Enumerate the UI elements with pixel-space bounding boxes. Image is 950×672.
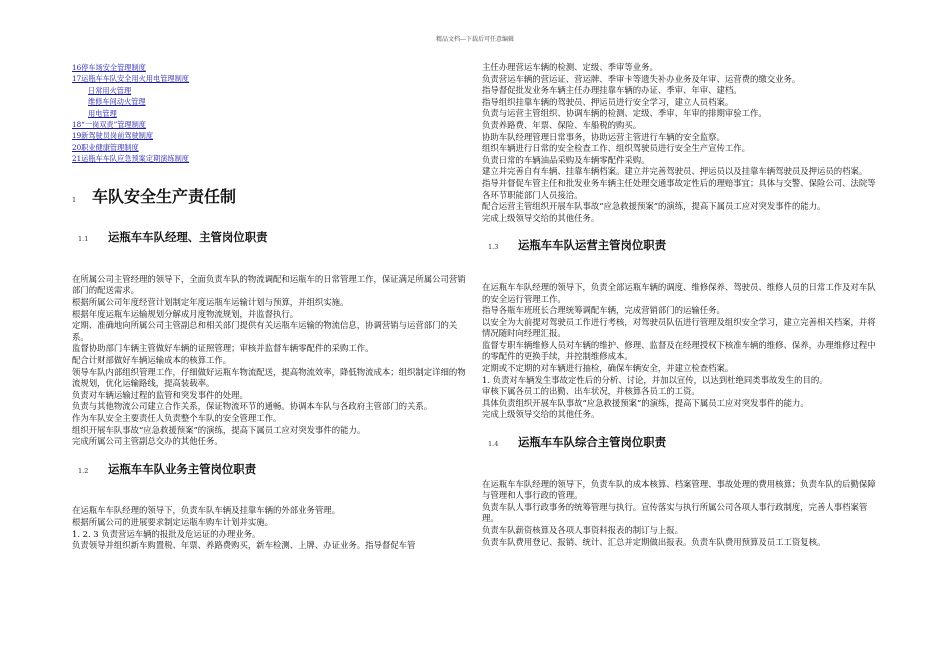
body-paragraph: 监督协助部门车辆主管做好车辆的证照管理；审核并监督车辆零配件的采购工作。	[72, 343, 374, 354]
section-title: 运瓶车车队综合主管岗位职责	[518, 435, 667, 450]
body-paragraph: 根据所属公司的进展要求制定运瓶车购车计划并实施。	[72, 516, 273, 527]
body-paragraph: 负责营运车辆的营运证、营运牌、季审卡等遗失补办业务及年审、运营费的缴交业务。	[482, 73, 801, 84]
body-paragraph: 指导督促批发业务车辆主任办理挂靠车辆的办证、季审、年审、建档。	[482, 85, 742, 96]
body-paragraph: 1. 负责对车辆发生事故定性后的分析、讨论，并加以宣传，以达到杜绝同类事故发生的目的。	[482, 374, 828, 385]
right-column	[482, 62, 877, 548]
body-paragraph: 主任办理营运车辆的检测、定级、季审等业务。	[482, 62, 658, 72]
body-paragraph: 监督专职车辆维修人员对车辆的维护、修理、监督及在经理授权下核准车辆的维修、保养，办理维修过程中的零配件的更换手续，并控制维修成本。	[482, 339, 876, 362]
table-of-contents	[72, 62, 467, 165]
body-paragraph: 负责车队费用登记、报销、统计、汇总并定期做出报表。负责车队费用预算及员工工资复核。	[482, 536, 826, 547]
body-paragraph: 指导并督促车管主任和批发业务车辆主任处理交通事故定性后的理赔事宜；具体与交警、保险公司、法院等各环节职能部门人员接洽。	[482, 177, 876, 200]
section-heading-1-3	[482, 240, 877, 254]
body-paragraph: 负责与其他物流公司建立合作关系，保证物流环节的通畅。协调本车队与各政府主管部门的关系。	[72, 401, 433, 412]
body-paragraph: 完成所属公司主管副总交办的其他任务。	[72, 436, 223, 447]
body-paragraph: 在所属公司主管经理的领导下，全面负责车队的物流调配和运瓶车的日常管理工作，保证满足所属公司营销部门的配送需求。	[72, 273, 466, 296]
section-number: 1.3	[488, 243, 499, 252]
body-paragraph: 指导各瓶车班班长合理统筹调配车辆，完成营销部门的运输任务。	[482, 305, 725, 316]
body-paragraph: 完成上级领导交给的其他任务。	[482, 212, 600, 223]
toc-link[interactable]: 20职业健康管理制度	[72, 142, 139, 152]
section-heading-1-2	[72, 461, 467, 478]
section-title: 运瓶车车队运营主管岗位职责	[518, 238, 667, 253]
body-paragraph: 在运瓶车车队经理的领导下，负责全部运瓶车辆的调度、维修保养、驾驶员、维修人员的日常工作及对车队的安全运行管理工作。	[482, 281, 876, 304]
body-paragraph: 协助车队经理管理日常事务，协助运营主管进行车辆的安全监察。	[482, 131, 725, 142]
body-paragraph: 负责养路费、年票、保险、车船税的购买。	[482, 119, 642, 130]
body-paragraph: 负责与运营主管组织、协调车辆的检测、定级、季审、年审的排期审验工作。	[482, 108, 767, 119]
chapter-number: 1	[72, 195, 77, 204]
body-paragraph: 负责对车辆运输过程的监管和突发事件的处理。	[72, 389, 248, 400]
body-paragraph: 配合计财部做好车辆运输成本的核算工作。	[72, 355, 232, 365]
section-title: 运瓶车车队业务主管岗位职责	[108, 461, 257, 476]
section-heading-1-1	[72, 232, 467, 246]
toc-link[interactable]: 21运瓶车车队应急预案定期演练制度	[72, 154, 189, 164]
toc-link[interactable]: 用电管理	[88, 108, 117, 118]
body-paragraph: 领导车队内部组织管理工作，仔细做好运瓶车物流配送，提高物流效率，降低物流成本；组织制定详细的物流规划，优化运输路线，提高装载率。	[72, 366, 466, 389]
section-body-1-2	[72, 505, 467, 551]
body-paragraph: 配合运营主管组织开展车队事故“应急救援预案”的演练，提高下属员工应对突发事件的能力。	[482, 201, 826, 212]
section-body-1-1	[72, 274, 467, 448]
toc-link[interactable]: 17运瓶车车队安全用火用电管理制度	[72, 74, 189, 84]
section-number: 1.2	[78, 466, 89, 475]
section-body-1-4	[482, 479, 877, 549]
toc-link[interactable]: 16停车场安全管理制度	[72, 63, 146, 72]
body-paragraph: 定期或不定期的对车辆进行抽检，确保车辆安全，并建立检查档案。	[482, 363, 734, 374]
body-paragraph: 根据年度运瓶车运输规划分解成月度物流规划，并监督执行。	[72, 308, 299, 319]
body-paragraph: 审核下属各员工的出勤、出车状况，并核算各员工的工资。	[482, 386, 700, 397]
section-heading-1-4	[482, 437, 877, 451]
body-paragraph: 负责车队人事行政事务的统筹管理与执行。宣传落实与执行所属公司各项人事行政制度，完善人事档案管理。	[482, 501, 868, 524]
left-column	[72, 62, 467, 552]
toc-link[interactable]: 19新驾驶员岗前驾驶制度	[72, 131, 154, 141]
body-paragraph: 建立并完善自有车辆、挂靠车辆档案。建立并完善驾驶员、押运员以及挂靠车辆驾驶员及押运员的档案。	[482, 166, 868, 177]
section-body-1-3	[482, 282, 877, 421]
body-paragraph: 组织车辆进行日常的安全检查工作、组织驾驶员进行安全生产宣传工作。	[482, 143, 750, 154]
body-paragraph: 组织开展车队事故“应急救援预案”的演练，提高下属员工应对突发事件的能力。	[72, 424, 366, 435]
body-paragraph: 根据所属公司年度经营计划制定年度运瓶车运输计划与预算，并组织实施。	[72, 297, 349, 308]
body-paragraph: 负责领导并组织新车购置税、年票、养路费购买，新车检测、上牌、办证业务。指导督促车管	[72, 540, 416, 551]
section-body-1-2-continued	[482, 62, 877, 224]
toc-link[interactable]: 18“一岗双责”管理制度	[72, 120, 146, 130]
body-paragraph: 定期、准确地向所属公司主管副总和相关部门提供有关运瓶车运输的物流信息，协调营销与运营部门的关系。	[72, 320, 458, 342]
toc-link[interactable]: 日常用火管理	[88, 85, 132, 95]
page-header: 精品文档---下载后可任意编辑	[435, 36, 515, 43]
body-paragraph: 作为车队安全主要责任人负责整个车队的安全管理工作。	[72, 412, 282, 423]
body-paragraph: 具体负责组织开展车队事故“应急救援预案”的演练，提高下属员工应对突发事件的能力。	[482, 397, 809, 408]
body-paragraph: 负责车队薪资核算及各项人事资料报表的制订与上报。	[482, 525, 683, 535]
section-number: 1.4	[488, 440, 499, 449]
chapter-heading	[72, 186, 467, 207]
section-number: 1.1	[78, 235, 89, 244]
toc-link[interactable]: 维修车间动火管理	[88, 97, 146, 107]
body-paragraph: 负责日常的车辆油品采购及车辆零配件采购。	[482, 154, 650, 165]
chapter-title: 车队安全生产责任制	[92, 186, 237, 206]
body-paragraph: 1. 2. 3 负责营运车辆的报批及危运证的办理业务。	[72, 528, 261, 539]
body-paragraph: 指导组织挂靠车辆的驾驶员、押运员进行安全学习，建立人员档案。	[482, 96, 734, 107]
body-paragraph: 以安全为大前提对驾驶员工作进行考核，对驾驶员队伍进行管理及组织安全学习，建立完善相关档案，并将情况随时向经理汇报。	[482, 316, 876, 339]
section-title: 运瓶车车队经理、主管岗位职责	[108, 230, 268, 245]
body-paragraph: 完成上级领导交给的其他任务。	[482, 409, 600, 420]
body-paragraph: 在运瓶车车队经理的领导下，负责车队的成本核算、档案管理、事故处理的费用核算；负责车队的后勤保障与管理和人事行政的管理。	[482, 478, 876, 501]
body-paragraph: 在运瓶车车队经理的领导下，负责车队车辆及挂靠车辆的外部业务管理。	[72, 505, 340, 516]
